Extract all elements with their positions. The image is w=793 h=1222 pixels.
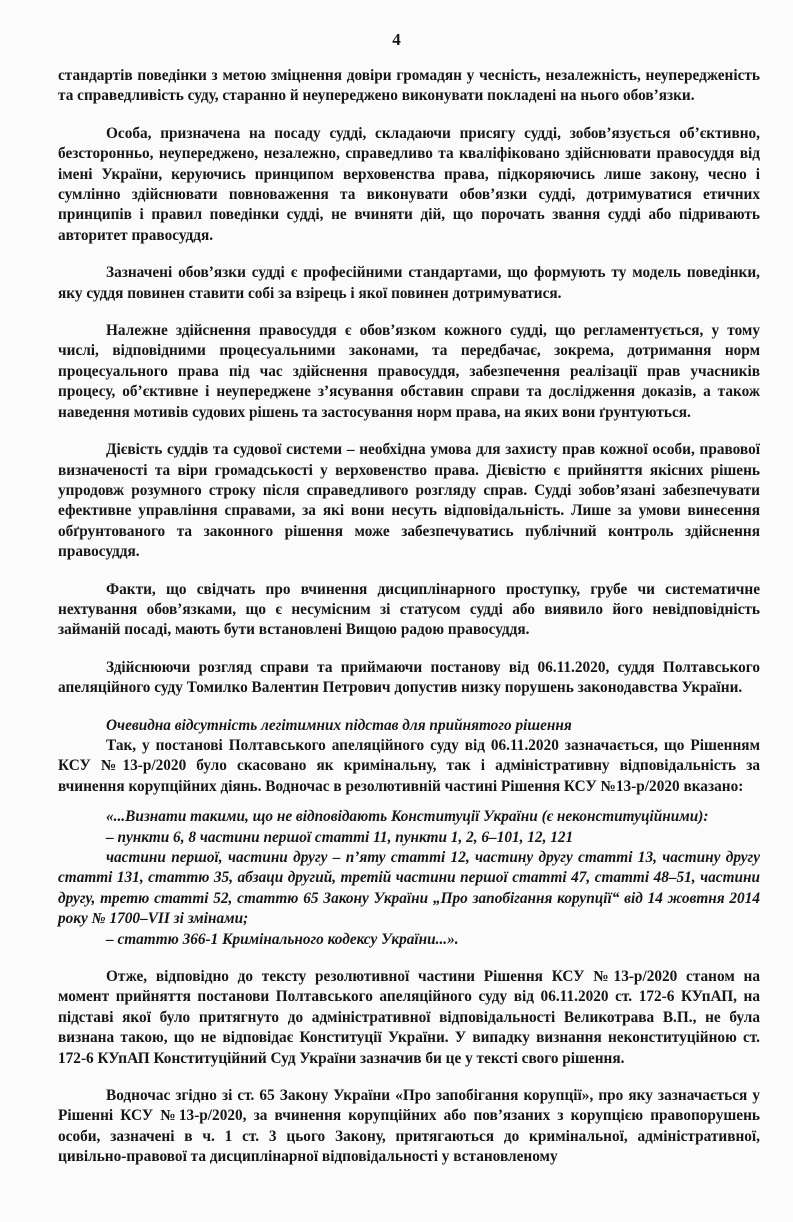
document-body — [58, 66, 760, 1168]
page-number: 4 — [392, 30, 401, 49]
paragraph-conclusion: Отже, відповідно до тексту резолютивної частини Рішення КСУ №13-р/2020 станом на момент прийняття постанови Полтавського апеляційного суду від 06.11.2020 ст. 172-6 КУпАП, на підставі якої було притягнуто до адміністративної відповідальності Великотрава В.П., не була визнана такою, що не відповідає Конституції України. У випадку визнання неконституційною ст. 172-6 КУпАП Конституційний Суд України зазначив би це у тексті свого рішення. — [58, 968, 760, 1067]
quote-line-1: «...Визнати такими, що не відповідають Конституції України (є неконституційними): — [106, 808, 709, 826]
quote-line-4: – статтю 366-1 Кримінального кодексу України...». — [106, 930, 459, 948]
paragraph-professional-standards: Зазначені обов’язки судді є професійними стандартами, що формують ту модель поведінки, яку суддя повинен ставити собі за взірець і якої повинен дотримуватися. — [58, 264, 760, 302]
section-heading: Очевидна відсутність легітимних підстав для прийнятого рішення — [106, 716, 572, 734]
paragraph-decision-ksu: Так, у постанові Полтавського апеляційного суду від 06.11.2020 зазначається, що Рішенням КСУ №13-р/2020 було скасовано як кримінальну, так і адміністративну відповідальність за вчинення корупційних діянь. Водночас в резолютивній частині Рішення КСУ №13-р/2020 вказано: — [58, 736, 760, 795]
paragraph-oath: Особа, призначена на посаду судді, складаючи присягу судді, зобов’язується об’єктивно, безсторонньо, неупереджено, незалежно, справедливо та кваліфіковано здійснювати правосуддя від імені України, керуючись принципом верховенства права, підкоряючись лише закону, чесно і сумлінно здійснювати повноваження та виконувати обов’язки судді, дотримуватися етичних принципів і правил поведінки судді, не вчиняти дій, що порочать звання судді або підривають авторитет правосуддя. — [58, 124, 760, 244]
paragraph-article-65: Водночас згідно зі ст. 65 Закону України «Про запобігання корупції», про яку зазначається у Рішенні КСУ №13-р/2020, за вчинення корупційних або пов’язаних з корупцією правопорушень особи, зазначені в ч. 1 ст. 3 цього Закону, притягаються до кримінальної, адміністративної, цивільно-правової та дисциплінарної відповідальності у встановленому — [58, 1087, 760, 1166]
quote-block — [58, 807, 760, 950]
paragraph-proper-justice: Належне здійснення правосуддя є обов’язком кожного судді, що регламентується, у тому числі, відповідними процесуальними законами, та передбачає, зокрема, дотримання норм процесуального права під час здійснення правосуддя, забезпечення реалізації прав учасників процесу, об’єктивне і неупереджене з’ясування обставин справи та дослідження доказів, а також наведення мотивів судових рішень та застосування норм права, на яких вони ґрунтуються. — [58, 322, 760, 421]
quote-line-3: частини першої, частини другу – п’яту статті 12, частину другу статті 13, частину другу статті 131, статтю 35, абзаци другий, третій частини першої статті 47, статті 48–51, частини другу, третю статті 52, статтю 65 Закону України „Про запобігання корупції“ від 14 жовтня 2014 року № 1700–VII зі змінами; — [58, 849, 760, 928]
quote-line-2: – пункти 6, 8 частини першої статті 11, пункти 1, 2, 6–101, 12, 121 — [106, 828, 574, 846]
paragraph-violations: Здійснюючи розгляд справи та приймаючи постанову від 06.11.2020, суддя Полтавського апеляційного суду Томилко Валентин Петрович допустив низку порушень законодавства України. — [58, 658, 760, 697]
paragraph-continued: стандартів поведінки з метою зміцнення довіри громадян у чесність, незалежність, неупередженість та справедливість суду, старанно й неупереджено виконувати покладені на нього обов’язки. — [58, 67, 760, 105]
paragraph-disciplinary-facts: Факти, що свідчать про вчинення дисциплінарного проступку, грубе чи систематичне нехтування обов’язками, що є несумісним зі статусом судді або виявило його невідповідність займаній посаді, мають бути встановлені Вищою радою правосуддя. — [58, 580, 760, 639]
paragraph-effectiveness: Дієвість суддів та судової системи – необхідна умова для захисту прав кожної особи, правової визначеності та віри громадськості у верховенство права. Дієвістю є прийняття якісних рішень упродовж розумного строку після справедливого розгляду справ. Судді зобов’язані забезпечувати ефективне управління справами, за які вони несуть відповідальність. Лише за умови винесення обґрунтованого та законного рішення може забезпечуватись публічний контроль здійснення правосуддя. — [58, 441, 760, 561]
